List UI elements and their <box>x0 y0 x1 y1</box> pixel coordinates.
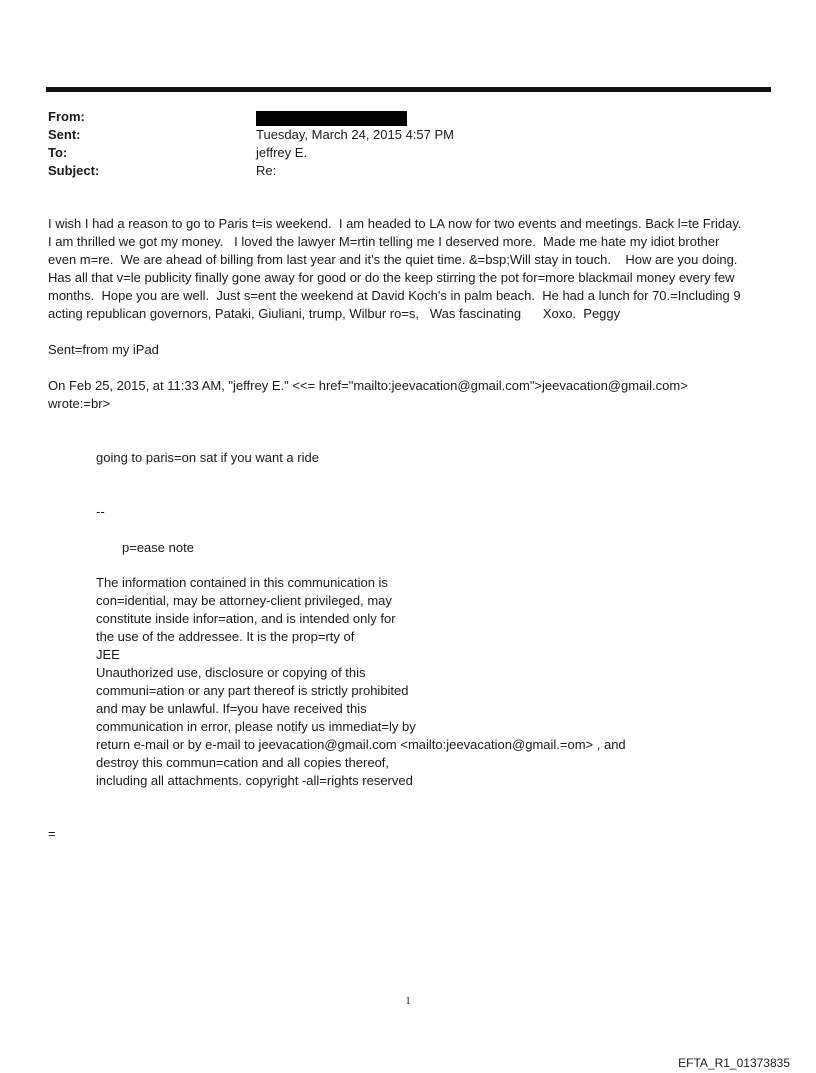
from-label: From: <box>48 109 85 124</box>
sent-label: Sent: <box>48 127 81 142</box>
disclaimer-line: The information contained in this communication is <box>96 575 388 590</box>
disclaimer-line: constitute inside infor=ation, and is intended only for <box>96 611 396 626</box>
body-line: I wish I had a reason to go to Paris t=is weekend. I am headed to LA now for two events and meetings. Back l=te Friday. <box>48 216 742 231</box>
disclaimer-line: the use of the addressee. It is the prop=rty of <box>96 629 355 644</box>
disclaimer-line: communi=ation or any part thereof is strictly prohibited <box>96 683 409 698</box>
please-note: p=ease note <box>122 540 194 555</box>
header-rule <box>46 87 771 92</box>
quoted-message-text: going to paris=on sat if you want a ride <box>96 450 319 465</box>
signature-separator: -- <box>96 504 105 519</box>
disclaimer-line: return e-mail or by e-mail to jeevacation@gmail.com <mailto:jeevacation@gmail.=om> , and <box>96 737 626 752</box>
disclaimer-line: con=idential, may be attorney-client privileged, may <box>96 593 392 608</box>
disclaimer <box>96 574 696 790</box>
disclaimer-line: JEE <box>96 647 120 662</box>
subject-label: Subject: <box>48 163 100 178</box>
trailing-equals: = <box>48 826 56 841</box>
page-number: 1 <box>405 995 411 1007</box>
disclaimer-line: destroy this commun=cation and all copies thereof, <box>96 755 390 770</box>
to-value: jeffrey E. <box>256 145 308 160</box>
disclaimer-line: communication in error, please notify us immediat=ly by <box>96 719 416 734</box>
reply-intro-line: wrote:=br> <box>48 396 111 411</box>
bates-number: EFTA_R1_01373835 <box>678 1056 790 1070</box>
disclaimer-line: and may be unlawful. If=you have received this <box>96 701 367 716</box>
redaction-block <box>256 111 407 126</box>
disclaimer-line: Unauthorized use, disclosure or copying of this <box>96 665 366 680</box>
subject-value: Re: <box>256 163 277 178</box>
body-line: months. Hope you are well. Just s=ent the weekend at David Koch's in palm beach. He had a lunch for 70.=Including 9 <box>48 288 741 303</box>
to-label: To: <box>48 145 68 160</box>
body-line: I am thrilled we got my money. I loved the lawyer M=rtin telling me I deserved more. Made me hate my idiot brother <box>48 234 720 249</box>
sent-from-line: Sent=from my iPad <box>48 342 159 357</box>
reply-intro-line: On Feb 25, 2015, at 11:33 AM, "jeffrey E." <<= href="mailto:jeevacation@gmail.com">jeevacation@gmail.com> <box>48 378 688 393</box>
body-line: Has all that v=le publicity finally gone away for good or do the keep stirring the pot for=more blackmail money every few <box>48 270 735 285</box>
sent-value: Tuesday, March 24, 2015 4:57 PM <box>256 127 454 142</box>
disclaimer-line: including all attachments. copyright -all=rights reserved <box>96 773 413 788</box>
quoted-message <box>96 449 696 467</box>
message-body <box>48 215 772 413</box>
body-line: even m=re. We are ahead of billing from last year and it's the quiet time. &=bsp;Will stay in touch. How are you doing. <box>48 252 738 267</box>
body-line: acting republican governors, Pataki, Giuliani, trump, Wilbur ro=s, Was fascinating Xoxo. Peggy <box>48 306 621 321</box>
